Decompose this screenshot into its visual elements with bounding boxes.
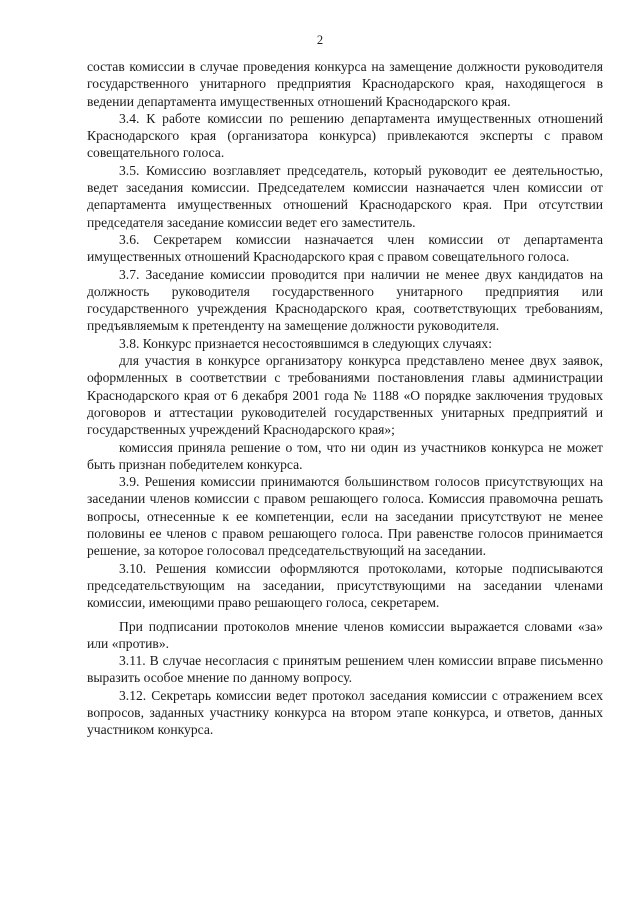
paragraph-protocol-signing: При подписании протоколов мнение членов комиссии выражается словами «за» или «против». — [87, 618, 603, 651]
paragraph-3-7: 3.7. Заседание комиссии проводится при наличии не менее двух кандидатов на должность руководителя государственного унитарного предприятия или государственного учреждения Краснодарского края, соответствующих требованиям, предъявляемым к претенденту на замещение должности руководителя. — [87, 266, 603, 334]
paragraph-3-11: 3.11. В случае несогласия с принятым решением член комиссии вправе письменно выразить особое мнение по данному вопросу. — [87, 653, 603, 686]
paragraph-3-5: 3.5. Комиссию возглавляет председатель, который руководит ее деятельностью, ведет заседания комиссии. Председателем комиссии назначается член комиссии от департамента имущественных отношений Краснодарского края. При отсутствии председателя заседание комиссии ведет его заместитель. — [87, 162, 603, 230]
paragraph-3-8-case-1: для участия в конкурсе организатору конкурса представлено менее двух заявок, оформленных в соответствии с требованиями постановления главы администрации Краснодарского края от 6 декабря 2001 года № 1188 «О порядке заключения трудовых договоров и аттестации руководителей государственных унитарных предприятий и государственных учреждений Краснодарского края»; — [87, 353, 603, 438]
paragraph-commission-composition: состав комиссии в случае проведения конкурса на замещение должности руководителя государственного унитарного предприятия Краснодарского края, находящегося в ведении департамента имущественных отношений Краснодарского края. — [87, 59, 603, 109]
paragraph-3-4: 3.4. К работе комиссии по решению департамента имущественных отношений Краснодарского края (организатора конкурса) привлекаются эксперты с правом совещательного голоса. — [87, 110, 603, 161]
paragraph-3-6: 3.6. Секретарем комиссии назначается член комиссии от департамента имущественных отношений Краснодарского края с правом совещательного голоса. — [87, 231, 603, 265]
paragraph-3-8-case-2: комиссия приняла решение о том, что ни один из участников конкурса не может быть признан победителем конкурса. — [87, 439, 603, 472]
page-number: 2 — [316, 33, 324, 47]
document-body — [87, 58, 603, 739]
paragraph-3-10: 3.10. Решения комиссии оформляются протоколами, которые подписываются председательствующим на заседании, присутствующими на заседании членами комиссии, имеющими право решающего голоса, секретарем. — [87, 560, 603, 611]
paragraph-3-9: 3.9. Решения комиссии принимаются большинством голосов присутствующих на заседании членов комиссии с правом решающего голоса. Комиссия правомочна решать вопросы, отнесенные к ее компетенции, если на заседании присутствуют не менее половины ее членов с правом решающего голоса. При равенстве голосов принимается решение, за которое голосовал председательствующий на заседании. — [87, 474, 603, 559]
paragraph-3-12: 3.12. Секретарь комиссии ведет протокол заседания комиссии с отражением всех вопросов, заданных участнику конкурса на втором этапе конкурса, и ответов, данных участником конкурса. — [87, 687, 603, 738]
paragraph-3-8: 3.8. Конкурс признается несостоявшимся в следующих случаях: — [119, 335, 492, 351]
